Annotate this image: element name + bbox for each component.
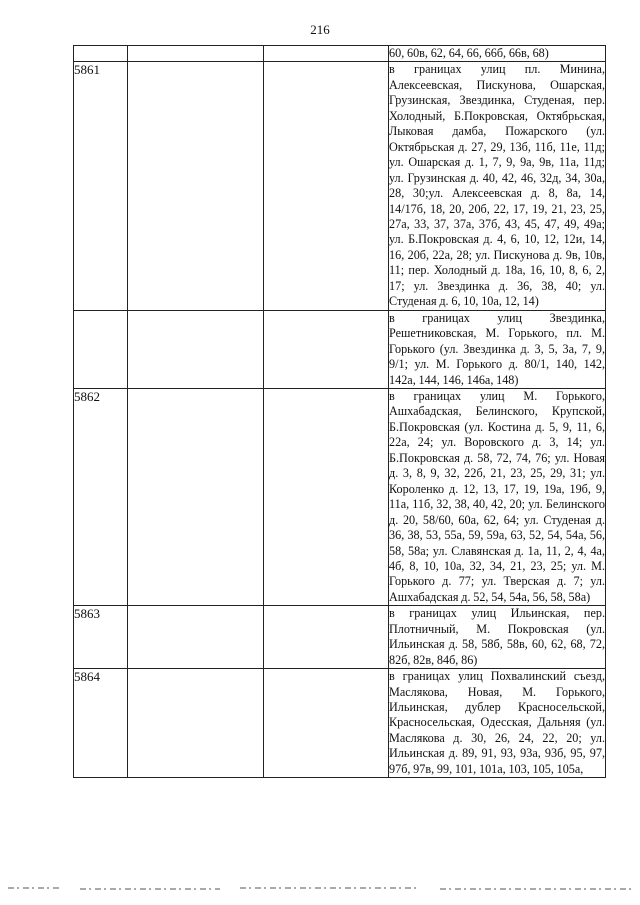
boundary-description: в границах улиц Похвалинский съезд, Маслякова, Новая, М. Горького, Ильинская, дублер Красносельской, Красносельская, Одесская, Дальняя (ул. Маслякова д. 30, 26, 24, 22, 20; ул. Ильинская д. 89, 91, 93, 93а, 93б, 95, 97, 97б, 97в, 99, 101, 101а, 103, 105, 105а,: [389, 669, 605, 776]
empty-cell: [128, 669, 264, 778]
precinct-number: 5862: [74, 388, 128, 605]
page-number: 216: [310, 22, 330, 37]
empty-cell: [128, 310, 264, 388]
table-row: [74, 606, 606, 669]
precinct-number: 5863: [74, 606, 128, 669]
table-row: [74, 46, 606, 62]
table-row: [74, 669, 606, 778]
empty-cell: [264, 606, 389, 669]
empty-cell: [128, 46, 264, 62]
precinct-number: 5864: [74, 669, 128, 778]
empty-cell: [264, 62, 389, 310]
empty-cell: [128, 388, 264, 605]
table-row: [74, 62, 606, 310]
scan-artifact-marks: [0, 884, 640, 894]
empty-cell: [264, 46, 389, 62]
precinct-table: [73, 45, 606, 778]
empty-cell: [128, 62, 264, 310]
boundary-cell: [389, 310, 606, 388]
boundary-description: в границах улиц пл. Минина, Алексеевская, Пискунова, Ошарская, Грузинская, Звездинка, Студеная, пер. Холодный, Б.Покровская, Октябрьская, Лыковая дамба, Пожарского (ул. Октябрьская д. 27, 29, 13б, 11б, 11е, 11д; ул. Ошарская д. 1, 7, 9, 9а, 9в, 11а, 11д; ул. Грузинская д. 40, 42, 46, 32д, 34, 30а, 28, 30;ул. Алексеевская д. 8, 8а, 14, 14/17б, 18, 20, 20б, 22, 17, 19, 21, 23, 25, 27а, 33, 37, 37а, 37б, 43, 45, 47, 49, 49а; ул. Б.Покровская д. 4, 6, 10, 12, 12и, 14, 16, 20б, 22а, 28; ул. Пискунова д. 9в, 10в, 11; пер. Холодный д. 18а, 16, 10, 8, 6, 2, 17; ул. Звездинка д. 36, 38, 40; ул. Студеная д. 6, 10, 10а, 12, 14): [389, 62, 605, 309]
boundary-cell: [389, 46, 606, 62]
empty-cell: [264, 388, 389, 605]
table-row: [74, 388, 606, 605]
table-row: [74, 310, 606, 388]
boundary-description: 60, 60в, 62, 64, 66, 66б, 66в, 68): [389, 46, 549, 60]
boundary-description: в границах улиц М. Горького, Ашхабадская, Белинского, Крупской, Б.Покровская (ул. Костина д. 5, 9, 11, 6, 22а, 24; ул. Воровского д. 3, 14; ул. Б.Покровская д. 58, 72, 74, 76; ул. Новая д. 3, 8, 9, 32, 22б, 21, 23, 25, 29, 31; ул. Короленко д. 12, 13, 17, 19, 19а, 19б, 9, 11а, 11б, 32, 38, 40, 42, 20; ул. Белинского д. 20, 58/60, 60а, 62, 64; ул. Студеная д. 36, 38, 53, 55а, 59, 59а, 63, 52, 54, 54а, 56, 58, 58а; ул. Славянская д. 1а, 11, 2, 4, 4а, 4б, 8, 10, 10а, 32, 34, 21, 23, 25; ул. М. Горького д. 77; ул. Тверская д. 7; ул. Ашхабадская д. 52, 54, 54а, 56, 58, 58а): [389, 388, 605, 604]
boundary-cell: [389, 606, 606, 669]
precinct-number: [74, 46, 128, 62]
boundary-cell: [389, 62, 606, 310]
boundary-description: в границах улиц Ильинская, пер. Плотничный, М. Покровская (ул. Ильинская д. 58, 58б, 58в, 60, 62, 68, 72, 82б, 82в, 84б, 86): [389, 606, 605, 667]
precinct-number: [74, 310, 128, 388]
empty-cell: [264, 669, 389, 778]
boundary-cell: [389, 669, 606, 778]
boundary-description: в границах улиц Звездинка, Решетниковская, М. Горького, пл. М. Горького (ул. Звездинка д. 3, 5, 3а, 7, 9, 9/1; ул. М. Горького д. 80/1, 140, 142, 142а, 144, 146, 146а, 148): [389, 310, 605, 387]
precinct-number: 5861: [74, 62, 128, 310]
boundary-cell: [389, 388, 606, 605]
empty-cell: [264, 310, 389, 388]
empty-cell: [128, 606, 264, 669]
